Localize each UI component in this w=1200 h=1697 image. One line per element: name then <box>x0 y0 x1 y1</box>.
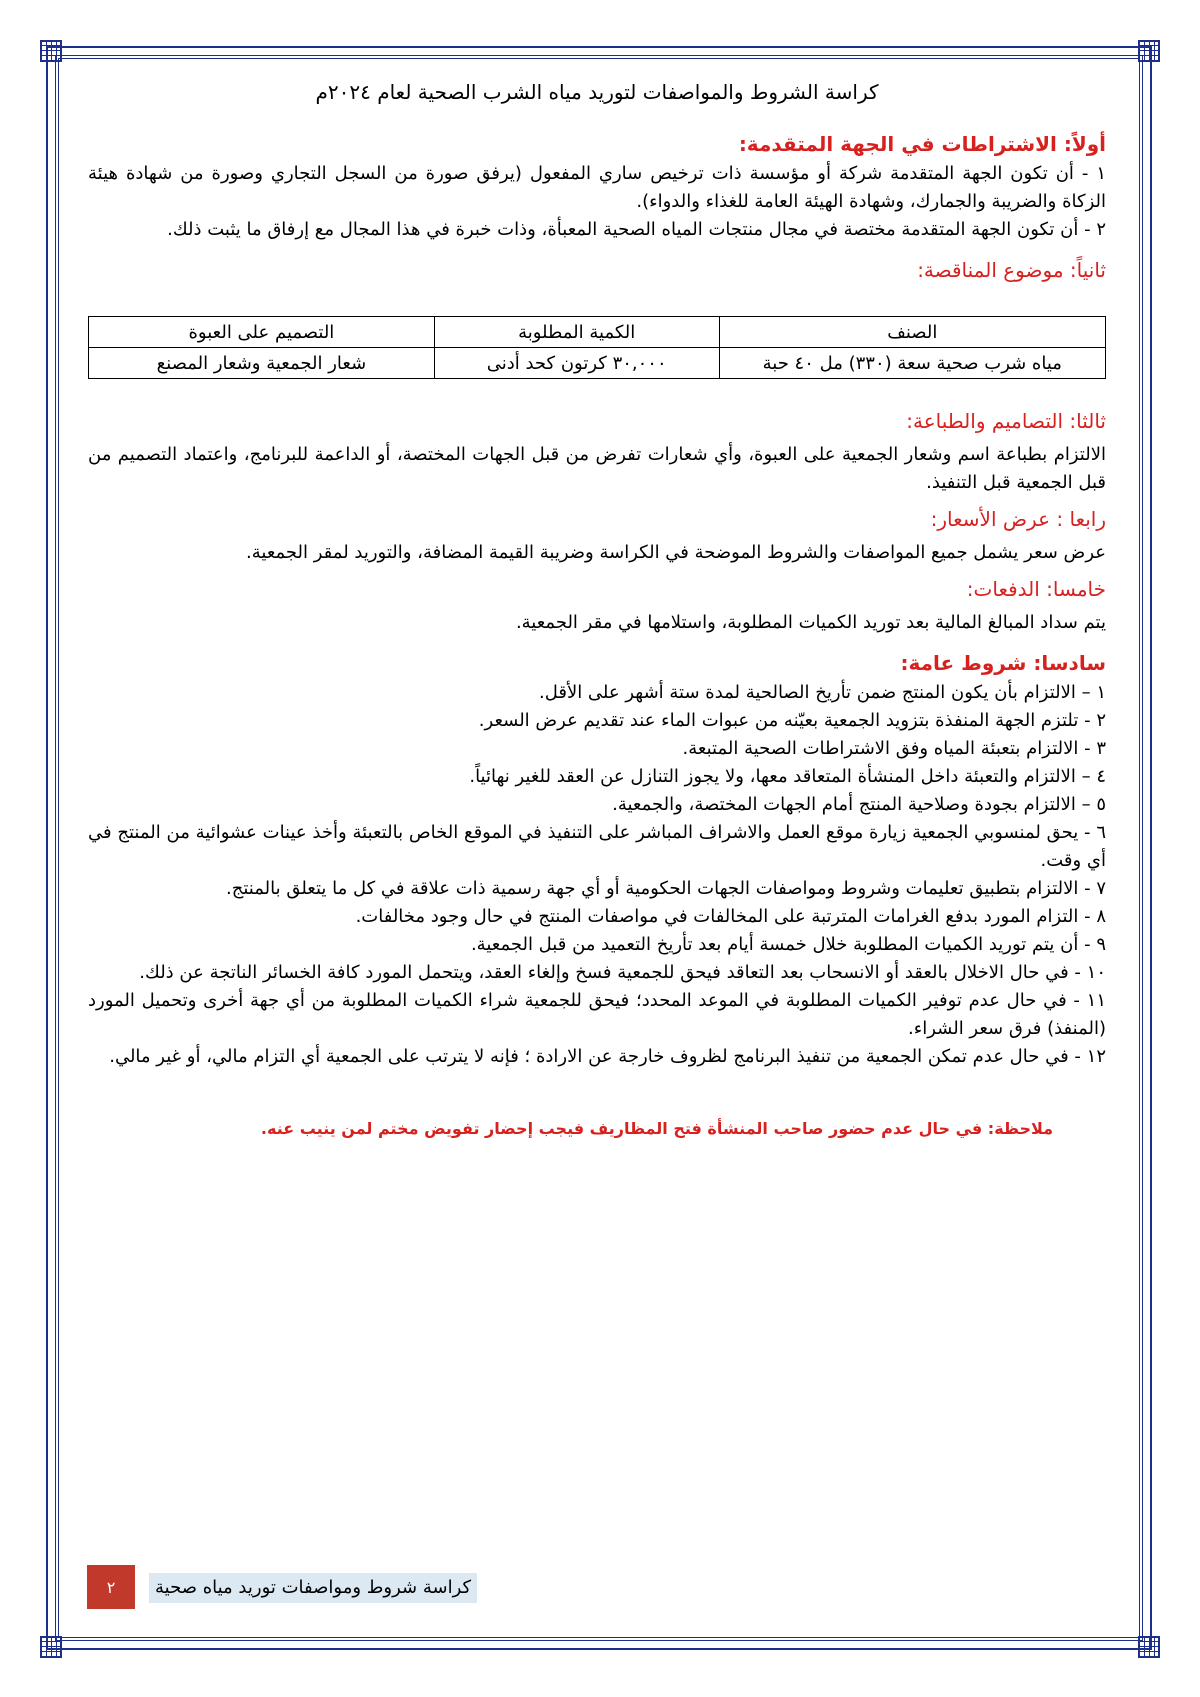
page-footer <box>87 1565 487 1609</box>
list-item: ٨ - التزام المورد بدفع الغرامات المترتبة على المخالفات في مواصفات المنتج في حال وجود مخالفات. <box>355 906 1106 927</box>
list-item: ١ – الالتزام بأن يكون المنتج ضمن تأريخ الصالحية لمدة ستة أشهر على الأقل. <box>538 682 1106 703</box>
price-offer-text: عرض سعر يشمل جميع المواصفات والشروط الموضحة في الكراسة وضريبة القيمة المضافة، والتوريد لمقر الجمعية. <box>246 542 1106 563</box>
list-item: ٩ - أن يتم توريد الكميات المطلوبة خلال خمسة أيام بعد تأريخ التعميد من قبل الجمعية. <box>470 934 1106 955</box>
footer-label: كراسة شروط ومواصفات توريد مياه صحية <box>149 1573 477 1603</box>
general-terms-list <box>88 679 1106 1071</box>
list-item: ٣ - الالتزام بتعبئة المياه وفق الاشتراطات الصحية المتبعة. <box>682 738 1106 759</box>
table-header-cell: الصنف <box>719 317 1105 348</box>
section-heading-tender-subject: ثانياً: موضوع المناقصة: <box>917 258 1106 282</box>
table-header-cell: التصميم على العبوة <box>89 317 435 348</box>
requirement-item: ١ - أن تكون الجهة المتقدمة شركة أو مؤسسة ذات ترخيص ساري المفعول (يرفق صورة من السجل التجاري وصورة من شهادة هيئة الزكاة والضريبة والجمارك، وشهادة الهيئة العامة للغذاء والدواء). <box>88 163 1106 212</box>
list-item: ١١ - في حال عدم توفير الكميات المطلوبة في الموعد المحدد؛ فيحق للجمعية شراء الكميات المطلوبة من أي جهة أخرى وتحميل المورد (المنفذ) فرق سعر الشراء. <box>88 990 1106 1039</box>
document-title: كراسة الشروط والمواصفات لتوريد مياه الشرب الصحية لعام ٢٠٢٤م <box>315 80 879 104</box>
designs-text: الالتزام بطباعة اسم وشعار الجمعية على العبوة، وأي شعارات تفرض من قبل الجهات المختصة، أو الداعمة للبرنامج، واعتماد التصميم من قبل الجمعية قبل التنفيذ. <box>88 444 1106 493</box>
section-heading-price-offer: رابعا : عرض الأسعار: <box>930 507 1106 531</box>
list-item: ١٠ - في حال الاخلال بالعقد أو الانسحاب بعد التعاقد فيحق للجمعية فسخ وإلغاء العقد، ويتحمل المورد كافة الخسائر الناتجة عن ذلك. <box>139 962 1106 983</box>
section-heading-general-terms: سادسا: شروط عامة: <box>900 651 1106 675</box>
table-cell: شعار الجمعية وشعار المصنع <box>89 348 435 379</box>
list-item: ٤ – الالتزام والتعبئة داخل المنشأة المتعاقد معها، ولا يجوز التنازل عن العقد للغير نهائياً. <box>469 766 1106 787</box>
list-item: ٢ - تلتزم الجهة المنفذة بتزويد الجمعية بعيّنه من عبوات الماء عند تقديم عرض السعر. <box>478 710 1106 731</box>
note-text: ملاحظة: في حال عدم حضور صاحب المنشأة فتح المظاريف فيجب إحضار تفويض مختم لمن ينيب عنه. <box>260 1119 1054 1138</box>
list-item: ٥ – الالتزام بجودة وصلاحية المنتج أمام الجهات المختصة، والجمعية. <box>612 794 1106 815</box>
table-cell: ٣٠,٠٠٠ كرتون كحد أدنى <box>434 348 719 379</box>
section-heading-payments: خامسا: الدفعات: <box>966 577 1106 601</box>
section-heading-designs: ثالثا: التصاميم والطباعة: <box>906 409 1106 433</box>
page-number: ٢ <box>87 1565 135 1609</box>
table-cell: مياه شرب صحية سعة (٣٣٠) مل ٤٠ حبة <box>719 348 1105 379</box>
requirement-item: ٢ - أن تكون الجهة المتقدمة مختصة في مجال منتجات المياه الصحية المعبأة، وذات خبرة في هذا المجال مع إرفاق ما يثبت ذلك. <box>167 219 1106 240</box>
table-row <box>89 348 1106 379</box>
table-header-cell: الكمية المطلوبة <box>434 317 719 348</box>
corner-ornament <box>1138 40 1160 62</box>
list-item: ٧ - الالتزام بتطبيق تعليمات وشروط ومواصفات الجهات الحكومية أو أي جهة رسمية ذات علاقة في كل ما يتعلق بالمنتج. <box>226 878 1106 899</box>
list-item: ١٢ - في حال عدم تمكن الجمعية من تنفيذ البرنامج لظروف خارجة عن الارادة ؛ فإنه لا يترتب على الجمعية أي التزام مالي، أو غير مالي. <box>109 1046 1106 1067</box>
tender-table <box>88 316 1106 379</box>
corner-ornament <box>40 1636 62 1658</box>
corner-ornament <box>1138 1636 1160 1658</box>
document-body <box>88 80 1106 1138</box>
corner-ornament <box>40 40 62 62</box>
payments-text: يتم سداد المبالغ المالية بعد توريد الكميات المطلوبة، واستلامها في مقر الجمعية. <box>515 612 1106 633</box>
table-header-row <box>89 317 1106 348</box>
section-heading-requirements: أولاً: الاشتراطات في الجهة المتقدمة: <box>738 132 1106 156</box>
list-item: ٦ - يحق لمنسوبي الجمعية زيارة موقع العمل والاشراف المباشر على التنفيذ في الموقع الخاص بالتعبئة وأخذ عينات عشوائية من المنتج في أي وقت. <box>88 822 1106 871</box>
